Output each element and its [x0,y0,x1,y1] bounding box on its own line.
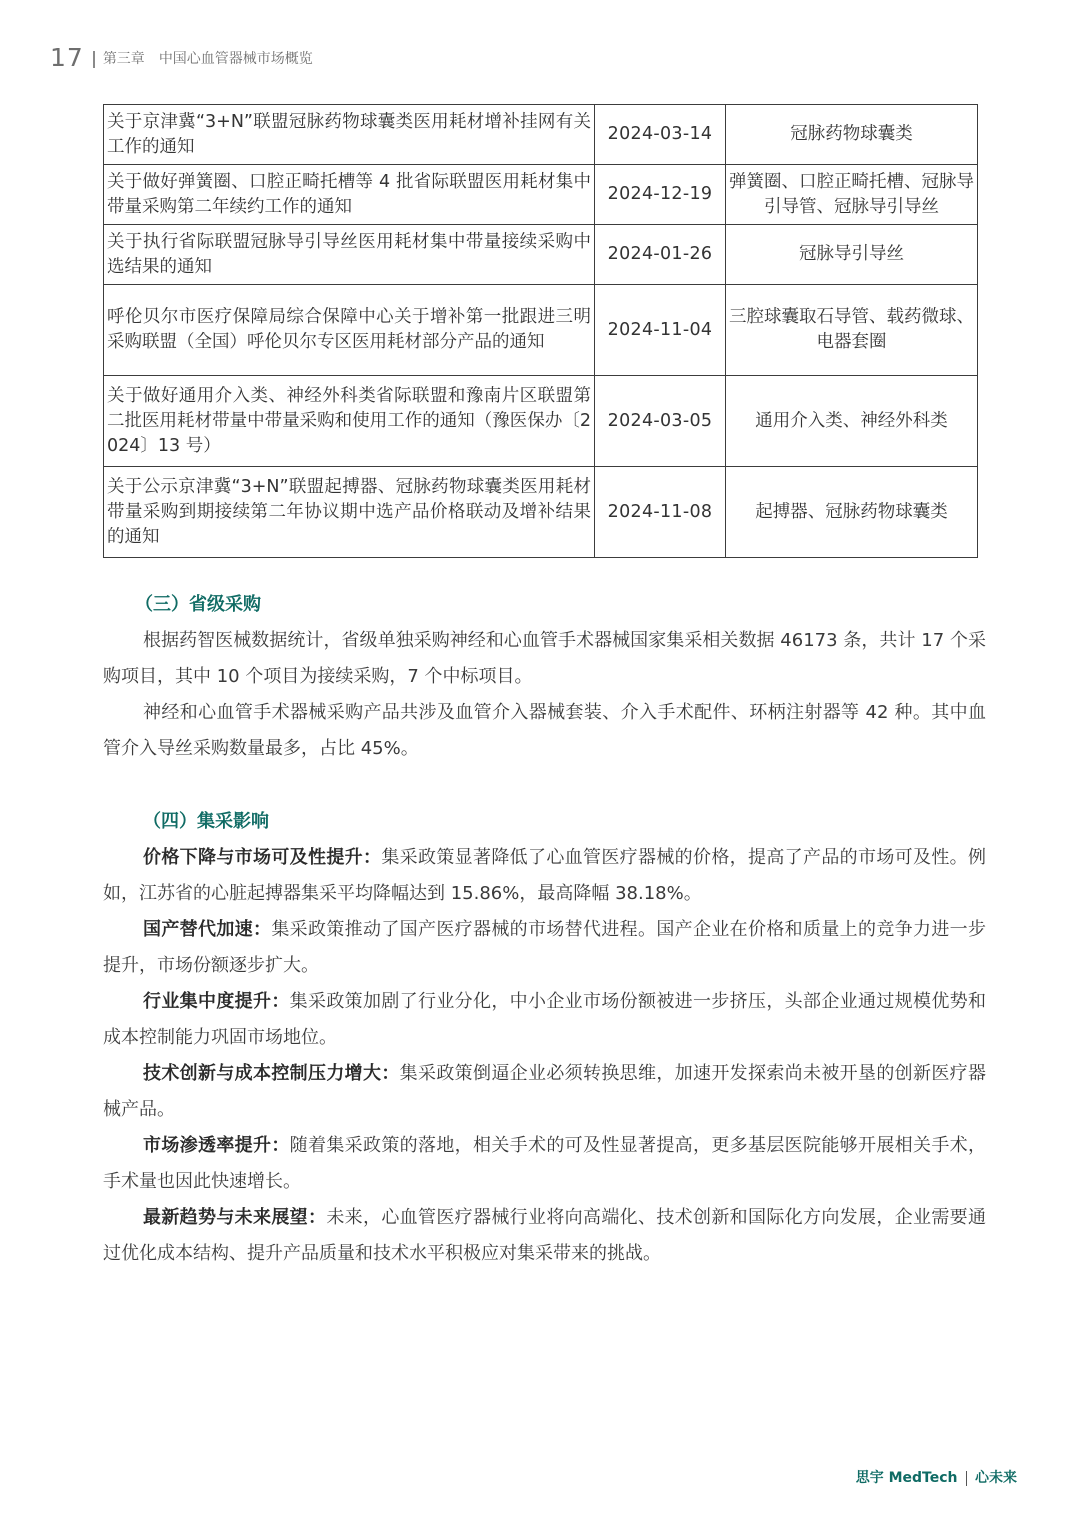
impact-label: 最新趋势与未来展望： [143,1207,327,1228]
impact-label: 市场渗透率提升： [143,1135,290,1156]
impact-paragraph [103,1056,986,1128]
notice-category-cell: 弹簧圈、口腔正畸托槽、冠脉导引导管、冠脉导引导丝 [726,165,978,225]
procurement-notice-table [103,104,978,558]
table-row [104,285,978,376]
impact-paragraph [103,1128,986,1200]
notice-date-cell: 2024-01-26 [595,225,726,285]
footer-divider [966,1471,968,1486]
impact-label: 技术创新与成本控制压力增大： [143,1063,400,1084]
impact-text: 集采政策显著降低了心血管医疗器械的价格，提高了产品的市场可及性。例如，江苏省的心脏起搏器集采平均降幅达到 15.86%，最高降幅 38.18%。 [103,847,987,904]
section-body-provincial-procurement [103,623,986,767]
notice-date-cell: 2024-11-04 [595,285,726,376]
notice-date-cell: 2024-11-08 [595,467,726,558]
section-body-procurement-impact [103,840,986,1272]
notice-category-cell: 通用介入类、神经外科类 [726,376,978,467]
notice-category-cell: 起搏器、冠脉药物球囊类 [726,467,978,558]
impact-paragraph [103,840,986,912]
notice-category-cell: 冠脉药物球囊类 [726,105,978,165]
notice-date-cell: 2024-03-14 [595,105,726,165]
chapter-title: 中国心血管器械市场概览 [158,51,313,67]
notice-date-cell: 2024-12-19 [595,165,726,225]
impact-text: 未来，心血管医疗器械行业将向高端化、技术创新和国际化方向发展，企业需要通过优化成本结构、提升产品质量和技术水平积极应对集采带来的挑战。 [103,1207,987,1264]
footer-slogan: 心未来 [975,1470,1017,1486]
impact-label: 国产替代加速： [143,919,272,940]
paragraph: 神经和心血管手术器械采购产品共涉及血管介入器械套装、介入手术配件、环柄注射器等 42 种。其中血管介入导丝采购数量最多，占比 45%。 [103,702,986,759]
impact-label: 价格下降与市场可及性提升： [143,847,382,868]
impact-text: 随着集采政策的落地，相关手术的可及性显著提高，更多基层医院能够开展相关手术，手术量也因此快速增长。 [103,1135,987,1192]
impact-paragraph [103,984,986,1056]
footer-brand: 思宇 MedTech [855,1470,958,1486]
table-row [104,467,978,558]
impact-text: 集采政策倒逼企业必须转换思维，加速开发探索尚未被开垦的创新医疗器械产品。 [103,1063,987,1120]
notice-category-cell: 三腔球囊取石导管、载药微球、电器套圈 [726,285,978,376]
notice-title-cell: 关于做好弹簧圈、口腔正畸托槽等 4 批省际联盟医用耗材集中带量采购第二年续约工作的通知 [104,165,595,225]
paragraph: 根据药智医械数据统计，省级单独采购神经和心血管手术器械国家集采相关数据 46173 条，共计 17 个采购项目，其中 10 个项目为接续采购，7 个中标项目。 [103,630,986,687]
notice-title-cell: 关于京津冀“3+N”联盟冠脉药物球囊类医用耗材增补挂网有关工作的通知 [104,105,595,165]
table-row [104,376,978,467]
impact-label: 行业集中度提升： [143,991,290,1012]
impact-paragraph [103,912,986,984]
impact-paragraph [103,1200,986,1272]
page-number: 17 [50,43,84,72]
section-heading-procurement-impact: （四）集采影响 [143,811,269,832]
notice-title-cell: 关于公示京津冀“3+N”联盟起搏器、冠脉药物球囊类医用耗材带量采购到期接续第二年协议期中选产品价格联动及增补结果的通知 [104,467,595,558]
notice-category-cell: 冠脉导引导丝 [726,225,978,285]
impact-text: 集采政策加剧了行业分化，中小企业市场份额被进一步挤压，头部企业通过规模优势和成本控制能力巩固市场地位。 [103,991,987,1048]
notice-title-cell: 呼伦贝尔市医疗保障局综合保障中心关于增补第一批跟进三明采购联盟（全国）呼伦贝尔专区医用耗材部分产品的通知 [104,285,595,376]
table-row [104,225,978,285]
table-row [104,165,978,225]
notice-title-cell: 关于执行省际联盟冠脉导引导丝医用耗材集中带量接续采购中选结果的通知 [104,225,595,285]
header-divider [93,51,95,68]
table-row [104,105,978,165]
page-header [50,40,313,72]
notice-title-cell: 关于做好通用介入类、神经外科类省际联盟和豫南片区联盟第二批医用耗材带量中带量采购和使用工作的通知（豫医保办〔2024〕13 号） [104,376,595,467]
page-footer [856,1468,1017,1488]
impact-text: 集采政策推动了国产医疗器械的市场替代进程。国产企业在价格和质量上的竞争力进一步提升，市场份额逐步扩大。 [103,919,987,976]
notice-date-cell: 2024-03-05 [595,376,726,467]
section-heading-provincial-procurement: （三）省级采购 [135,594,261,615]
chapter-label: 第三章 [102,51,145,67]
